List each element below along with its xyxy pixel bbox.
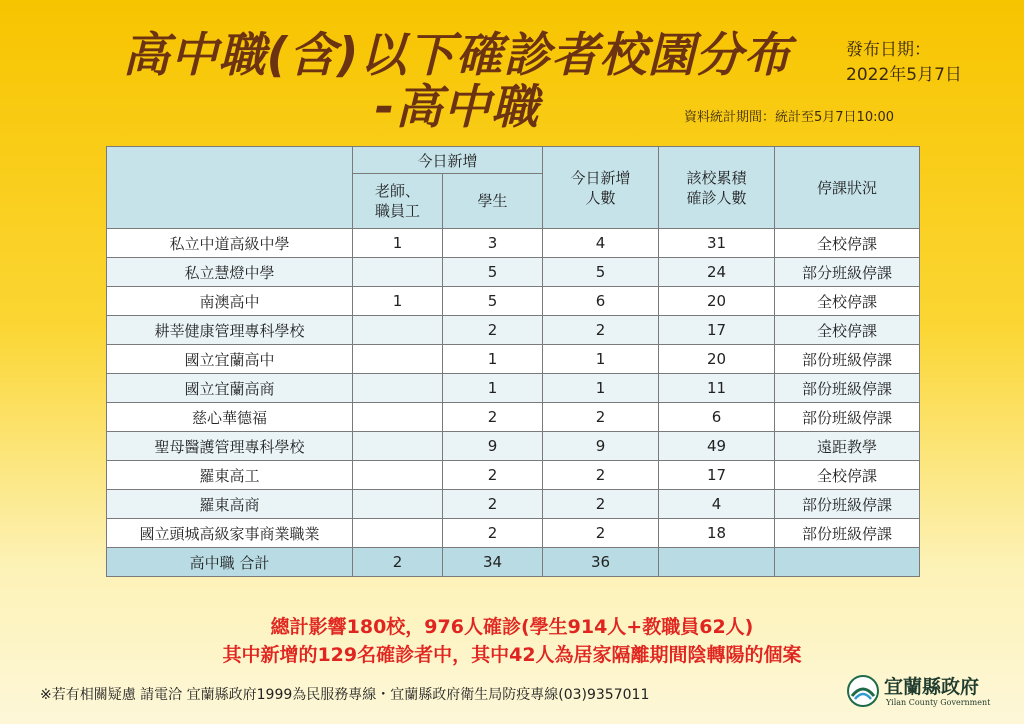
cell-teachers [353,432,443,461]
cell-school: 私立慧燈中學 [107,258,353,287]
cell-today: 5 [543,258,659,287]
title-line-1: 高中職(含)以下確診者校園分布 [122,28,792,83]
cell-students: 9 [443,432,543,461]
table-row [107,432,920,461]
cell-school: 耕莘健康管理專科學校 [107,316,353,345]
cell-school: 國立頭城高級家事商業職業 [107,519,353,548]
cell-cumulative: 49 [659,432,775,461]
total-today: 36 [543,548,659,577]
table-row [107,287,920,316]
cell-cumulative: 4 [659,490,775,519]
cell-cumulative: 6 [659,403,775,432]
cell-teachers: 1 [353,229,443,258]
cell-school: 國立宜蘭高中 [107,345,353,374]
header-status: 停課狀況 [775,147,920,229]
total-cumulative [659,548,775,577]
government-logo [846,672,996,712]
statistics-period: 資料統計期間：統計至5月7日10:00 [684,110,895,125]
cell-today: 4 [543,229,659,258]
cell-teachers [353,374,443,403]
cell-students: 1 [443,345,543,374]
cell-teachers: 1 [353,287,443,316]
table-row [107,403,920,432]
cell-students: 2 [443,519,543,548]
logo-english: Yilan County Government [886,698,991,707]
total-row [107,548,920,577]
cell-status: 部份班級停課 [775,345,920,374]
table-row [107,316,920,345]
cell-school: 國立宜蘭高商 [107,374,353,403]
cell-cumulative: 17 [659,461,775,490]
header-today-total: 今日新增 人數 [543,147,659,229]
cell-today: 2 [543,461,659,490]
cell-cumulative: 11 [659,374,775,403]
cell-status: 全校停課 [775,461,920,490]
cell-school: 羅東高工 [107,461,353,490]
cell-teachers [353,316,443,345]
header-school [107,147,353,229]
cell-today: 2 [543,316,659,345]
cell-teachers [353,461,443,490]
cell-cumulative: 24 [659,258,775,287]
cell-teachers [353,403,443,432]
cell-status: 全校停課 [775,229,920,258]
table-row [107,374,920,403]
table-row [107,461,920,490]
cell-cumulative: 18 [659,519,775,548]
cell-today: 6 [543,287,659,316]
table-row [107,258,920,287]
header-today-new: 今日新增 [353,147,543,174]
cell-school: 私立中道高級中學 [107,229,353,258]
cell-school: 羅東高商 [107,490,353,519]
cell-teachers [353,345,443,374]
cell-today: 9 [543,432,659,461]
cell-students: 2 [443,316,543,345]
cell-students: 1 [443,374,543,403]
cell-today: 2 [543,519,659,548]
cell-students: 5 [443,287,543,316]
cell-status: 部份班級停課 [775,403,920,432]
cell-cumulative: 31 [659,229,775,258]
cell-teachers [353,490,443,519]
table-row [107,490,920,519]
title-line-2: -高中職 [374,80,540,135]
table-row [107,519,920,548]
publish-date-block [846,38,962,88]
cell-students: 2 [443,490,543,519]
cell-status: 全校停課 [775,316,920,345]
cell-students: 2 [443,403,543,432]
cell-cumulative: 20 [659,345,775,374]
publish-date-label: 發布日期： [846,40,931,60]
table-row [107,229,920,258]
yilan-emblem-icon [846,674,880,708]
cell-today: 2 [543,490,659,519]
cell-cumulative: 20 [659,287,775,316]
cell-today: 1 [543,374,659,403]
total-teachers: 2 [353,548,443,577]
footer-contact: ※若有相關疑慮 請電洽 宜蘭縣政府1999為民服務專線・宜蘭縣政府衛生局防疫專線(03)9357011 [40,687,650,703]
total-label: 高中職 合計 [107,548,353,577]
cell-status: 部份班級停課 [775,519,920,548]
cell-students: 2 [443,461,543,490]
cell-today: 2 [543,403,659,432]
publish-date-value: 2022年5月7日 [846,65,962,85]
cell-status: 部份班級停課 [775,374,920,403]
cell-today: 1 [543,345,659,374]
cell-status: 部份班級停課 [775,490,920,519]
cell-school: 南澳高中 [107,287,353,316]
cases-table [106,146,920,577]
header-students: 學生 [443,174,543,229]
cell-school: 慈心華德福 [107,403,353,432]
logo-name: 宜蘭縣政府 [884,676,980,698]
header-cumulative: 該校累積 確診人數 [659,147,775,229]
cell-teachers [353,519,443,548]
cell-teachers [353,258,443,287]
cell-status: 部分班級停課 [775,258,920,287]
cell-school: 聖母醫護管理專科學校 [107,432,353,461]
cell-cumulative: 17 [659,316,775,345]
summary-line-1: 總計影響180校，976人確診(學生914人+教職員62人) [270,616,754,638]
cell-students: 5 [443,258,543,287]
header-teachers: 老師、 職員工 [353,174,443,229]
summary-line-2: 其中新增的129名確診者中，其中42人為居家隔離期間陰轉陽的個案 [222,644,802,666]
cell-status: 全校停課 [775,287,920,316]
total-status [775,548,920,577]
cell-students: 3 [443,229,543,258]
total-students: 34 [443,548,543,577]
table-row [107,345,920,374]
cell-status: 遠距教學 [775,432,920,461]
